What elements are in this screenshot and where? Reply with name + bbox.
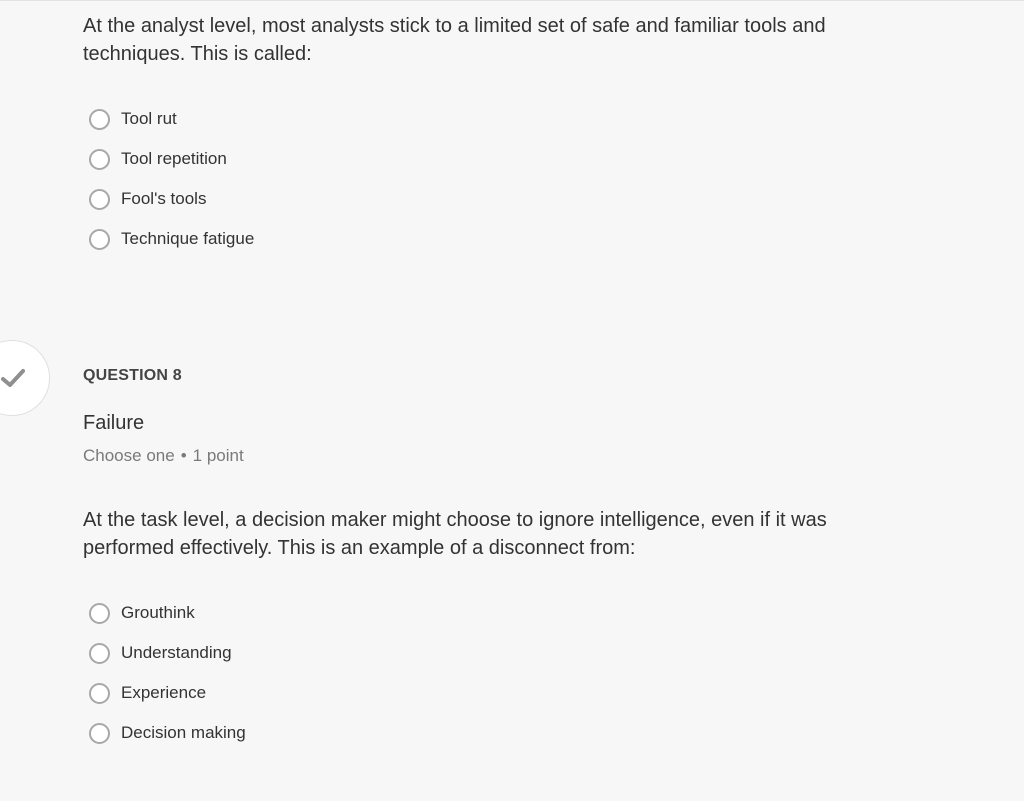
choose-one-label: Choose one — [83, 446, 175, 465]
answer-option-label: Fool's tools — [121, 189, 207, 208]
question-result: Failure — [83, 412, 145, 434]
answer-option[interactable] — [89, 219, 254, 259]
answer-option-label: Technique fatigue — [121, 229, 255, 248]
radio-button[interactable] — [89, 603, 110, 624]
answer-option-label: Experience — [121, 683, 207, 702]
radio-button[interactable] — [89, 643, 110, 664]
answer-option-label: Tool rut — [121, 109, 177, 128]
answer-option[interactable] — [89, 179, 254, 219]
radio-button[interactable] — [89, 683, 110, 704]
top-divider — [0, 0, 1024, 1]
radio-button[interactable] — [89, 109, 110, 130]
answer-option[interactable] — [89, 633, 246, 673]
answer-option[interactable] — [89, 713, 246, 753]
answer-option[interactable] — [89, 593, 246, 633]
radio-button[interactable] — [89, 229, 110, 250]
question-meta — [83, 446, 244, 466]
question-8-options — [89, 593, 246, 753]
radio-button[interactable] — [89, 723, 110, 744]
radio-button[interactable] — [89, 189, 110, 210]
check-icon — [1, 367, 25, 389]
answer-option-label: Understanding — [121, 643, 232, 662]
question-number: QUESTION 8 — [83, 367, 182, 384]
question-7-options — [89, 99, 254, 259]
meta-separator: • — [180, 446, 187, 465]
question-8-text: At the task level, a decision maker might choose to ignore intelligence, even if it was performed effectively. This is an example of a disconnect from: — [83, 509, 827, 559]
answer-option-label: Grouthink — [121, 603, 195, 622]
answer-option[interactable] — [89, 99, 254, 139]
answer-option[interactable] — [89, 139, 254, 179]
question-status-indicator — [0, 340, 50, 416]
answer-option-label: Decision making — [121, 723, 246, 742]
radio-button[interactable] — [89, 149, 110, 170]
points-label: 1 point — [192, 446, 244, 465]
answer-option[interactable] — [89, 673, 246, 713]
question-7-text: At the analyst level, most analysts stick to a limited set of safe and familiar tools and techniques. This is called: — [83, 15, 826, 65]
answer-option-label: Tool repetition — [121, 149, 227, 168]
